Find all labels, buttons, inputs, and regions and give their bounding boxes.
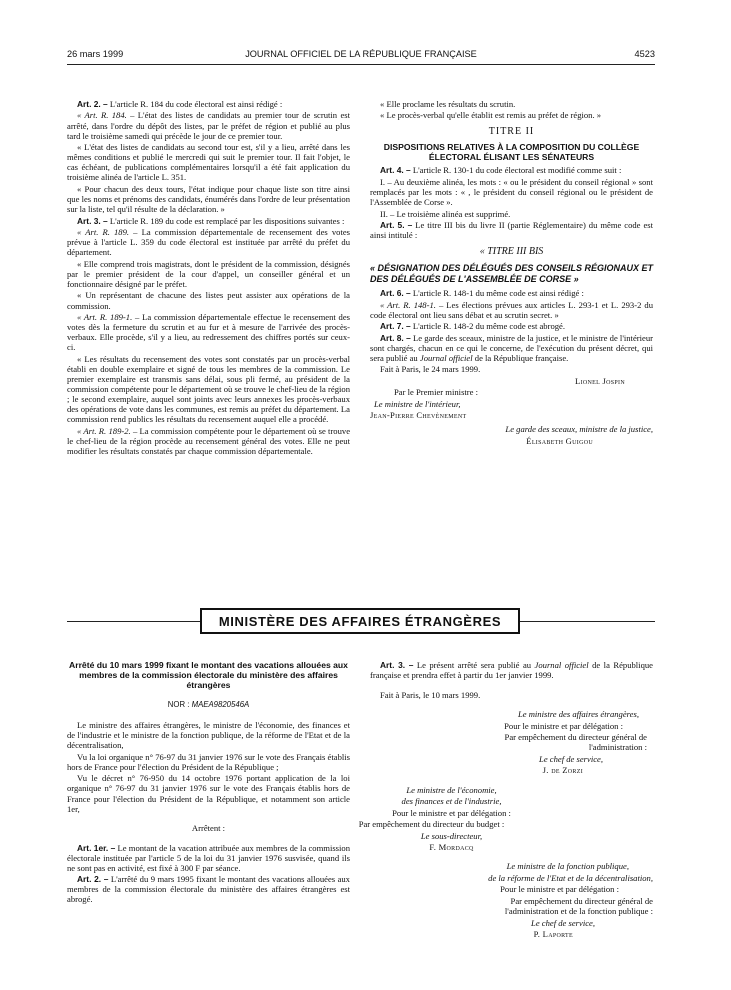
- nor-reference: NOR : MAEA9820546A: [167, 700, 250, 709]
- paragraph-ministres: Le ministre des affaires étrangères, le ministre de l'économie, des finances et de l'industrie et le ministre de la fonction publique, de la réforme de l'Etat et de la décentralisation,: [67, 720, 350, 751]
- article-r184: « Art. R. 184. – L'état des listes de candidats au premier tour de scrutin est arrêté, dans l'ordre du dépôt des listes, par le préfet de région et publié au plus tard le troisième samedi qui précède le jour de ce premier tour.: [67, 110, 350, 141]
- spacer: [370, 853, 653, 861]
- sig1-chef: Le chef de service,: [539, 753, 603, 764]
- sig1-par: Par empêchement du directeur général de l'administration :: [504, 732, 647, 753]
- paragraph-proces-verbal: « Le procès-verbal qu'elle établit est remis au préfet de région. »: [380, 110, 602, 121]
- running-header: [67, 49, 655, 61]
- sig2-title-a: Le ministre de l'économie,: [406, 784, 497, 795]
- titre-iii-bis-heading: « TITRE III BIS: [479, 246, 544, 258]
- article-7: Art. 7. – L'article R. 148-2 du même code est abrogé.: [380, 321, 566, 332]
- paragraph-proclame: « Elle proclame les résultats du scrutin.: [380, 99, 516, 109]
- fait-a-paris-arrete: Fait à Paris, le 10 mars 1999.: [380, 689, 481, 700]
- sig3-title-a: Le ministre de la fonction publique,: [506, 861, 629, 872]
- sig1-pour: Pour le ministre et par délégation :: [504, 720, 623, 731]
- paragraph-chacun: « Pour chacun des deux tours, l'état indique pour chaque liste son titre ainsi que les noms et prénoms des candidats, énumérés dans l'ordre de leur présentation sur la liste, tel qu'il résulte de la déclaration. »: [67, 183, 350, 215]
- paragraph-resultats: « Les résultats du recensement des votes sont constatés par un procès-verbal établi en double exemplaire et signé de tous les membres de la commission. Le premier exemplaire est transmis sans délai, sous pli fermé, au président de la commission compétente pour le département où se trouve le chef-lieu de la région ; le second exemplaire, auquel sont joints avec leurs annexes les procès-verbaux des opérations de vote dans les communes, est remis au préfet du département. La commission rend publics les résultats du recensement auquel elle a procédé.: [67, 353, 350, 425]
- sig1-title: Le ministre des affaires étrangères,: [517, 709, 639, 720]
- right-column-top: [370, 99, 653, 447]
- right-column-bottom: [358, 660, 653, 940]
- header-journal-title: JOURNAL OFFICIEL DE LA RÉPUBLIQUE FRANÇAISE: [245, 49, 477, 59]
- paragraph-comprend: « Elle comprend trois magistrats, dont le président de la commission, désignés par le premier président de la cour d'appel, un conseiller général et un fonctionnaire désigné par le préfet.: [67, 258, 350, 289]
- article-2: Art. 2. – L'article R. 184 du code électoral est ainsi rédigé :: [77, 99, 283, 109]
- banner-rule-left: [67, 621, 200, 622]
- sig2-pour: Pour le ministre et par délégation :: [392, 807, 511, 818]
- header-date: 26 mars 1999: [67, 49, 124, 59]
- fait-a-paris-decret: Fait à Paris, le 24 mars 1999.: [380, 364, 481, 375]
- article-5: Art. 5. – Le titre III bis du livre II (partie Réglementaire) du même code est ainsi intitulé :: [370, 220, 653, 241]
- paragraph-representant: « Un représentant de chacune des listes peut assister aux opérations de la commission.: [67, 290, 350, 311]
- sig3-chef: Le chef de service,: [531, 917, 595, 928]
- arrete-title: Arrêté du 10 mars 1999 fixant le montant des vacations allouées aux membres de la commission électorale du ministère des affaires étrangères: [69, 660, 348, 690]
- sig2-par: Par empêchement du directeur du budget :: [358, 819, 505, 830]
- header-page-number: 4523: [634, 49, 655, 59]
- article-r189-1: « Art. R. 189-1. – La commission départementale effectue le recensement des votes dès la fermeture du scrutin et au fur et à mesure de l'arrivée des procès-verbaux. Elle procède, s'il y a lieu, au redressement des chiffres portés sur ceux-ci.: [67, 312, 351, 353]
- par-le-premier-ministre: Par le Premier ministre :: [394, 387, 479, 398]
- article-8: Art. 8. – Le garde des sceaux, ministre de la justice, et le ministre de l'intérieur sont chargés, chacun en ce qui le concerne, de l'exécution du présent décret, qui sera publié au Journal officiel de la République française.: [370, 332, 653, 363]
- spacer: [370, 682, 653, 690]
- sig2-sous: Le sous-directeur,: [420, 830, 483, 841]
- paragraph-I: I. – Au deuxième alinéa, les mots : « ou le président du conseil régional » sont remplacés par les mots : « , le président du conseil régional ou le président de l'Assemblée de Corse ».: [370, 176, 653, 208]
- sig3-pour: Pour le ministre et par délégation :: [500, 884, 619, 895]
- paragraph-vu-decret: Vu le décret n° 76-950 du 14 octobre 1976 portant application de la loi organique n° 76-97 du 31 janvier 1976 sur le vote des Français établis hors de France pour l'élection du Président de la République, et notamment son article 1er,: [67, 773, 350, 814]
- spacer: [370, 701, 653, 709]
- titre-ii-heading: TITRE II: [488, 125, 535, 137]
- sig3-title-b: de la réforme de l'Etat et de la décentralisation,: [488, 872, 653, 883]
- article-r189-2: « Art. R. 189-2. – La commission compétente pour le département où se trouve le chef-lieu de la région procède au recensement général des votes. Elle ne peut modifier les résultats constatés par chaque commission départementale.: [67, 425, 351, 456]
- arretent-heading: Arrêtent :: [191, 823, 226, 834]
- signatory-jospin: Lionel Jospin: [575, 375, 625, 386]
- article-r148-1: « Art. R. 148-1. – Les élections prévues aux articles L. 293-1 et L. 293-2 du code électoral ont lieu sans débat et au scrutin secret. »: [370, 299, 653, 320]
- spacer: [370, 777, 653, 785]
- article-r189: « Art. R. 189. – La commission départementale de recensement des votes prévue à l'article L. 359 du code électoral est instituée par arrêté du préfet du département.: [67, 227, 351, 258]
- header-rule: [67, 64, 655, 65]
- left-column-top: [67, 99, 350, 457]
- arrete-article-2: Art. 2. – L'arrêté du 9 mars 1995 fixant le montant des vacations allouées aux membres de la commission électorale du ministère des affaires étrangères est abrogé.: [67, 874, 350, 905]
- arrete-article-1: Art. 1er. – Le montant de la vacation attribuée aux membres de la commission électorale instituée par l'article 5 de la loi du 31 janvier 1976 susvisée, quand ils ne sont pas en activité, est fixé à 300 F par séance.: [67, 842, 350, 873]
- signatory-chevenement: Jean-Pierre Chevènement: [370, 410, 467, 421]
- banner-rule-right: [520, 621, 655, 622]
- paragraph-II: II. – Le troisième alinéa est supprimé.: [380, 208, 511, 219]
- ministre-interieur-title: Le ministre de l'intérieur,: [374, 398, 461, 409]
- article-6: Art. 6. – L'article R. 148-1 du même code est ainsi rédigé :: [380, 288, 584, 299]
- arrete-article-3: Art. 3. – Le présent arrêté sera publié au Journal officiel de la République française et prendra effet à partir du 1er janvier 1999.: [370, 660, 653, 681]
- signatory-guigou: Élisabeth Guigou: [526, 435, 593, 446]
- left-column-bottom: [67, 660, 350, 906]
- ministry-banner: MINISTÈRE DES AFFAIRES ÉTRANGÈRES: [200, 608, 520, 634]
- paragraph-vu-loi: Vu la loi organique n° 76-97 du 31 janvier 1976 sur le vote des Français établis hors de France pour l'élection du Président de la République ;: [67, 751, 350, 772]
- sig3-name: P. Laporte: [533, 929, 573, 939]
- dispositions-heading: DISPOSITIONS RELATIVES À LA COMPOSITION DU COLLÈGE ÉLECTORAL ÉLISANT LES SÉNATEURS: [383, 141, 640, 163]
- sig2-title-b: des finances et de l'industrie,: [401, 796, 502, 807]
- article-4: Art. 4. – L'article R. 130-1 du code électoral est modifié comme suit :: [380, 165, 622, 176]
- sig3-par: Par empêchement du directeur général de l'administration et de la fonction publique :: [504, 895, 653, 917]
- sig1-name: J. de Zorzi: [542, 765, 583, 776]
- article-3: Art. 3. – L'article R. 189 du code est remplacé par les dispositions suivantes :: [77, 215, 345, 226]
- paragraph-second-tour: « L'état des listes de candidats au second tour est, s'il y a lieu, arrêté dans les mêmes conditions et publié le mercredi qui suit le premier tour. Il fait l'objet, le cas échéant, de publications complémentaires lorsqu'il a été fait application du troisième alinéa de l'article L. 351.: [67, 142, 350, 183]
- spacer: [67, 835, 350, 843]
- sig2-name: F. Mordacq: [429, 842, 474, 852]
- designation-heading: « DÉSIGNATION DES DÉLÉGUÉS DES CONSEILS RÉGIONAUX ET DES DÉLÉGUÉS DE L'ASSEMBLÉE DE CORSE »: [370, 263, 653, 284]
- garde-sceaux-title: Le garde des sceaux, ministre de la justice,: [505, 424, 653, 435]
